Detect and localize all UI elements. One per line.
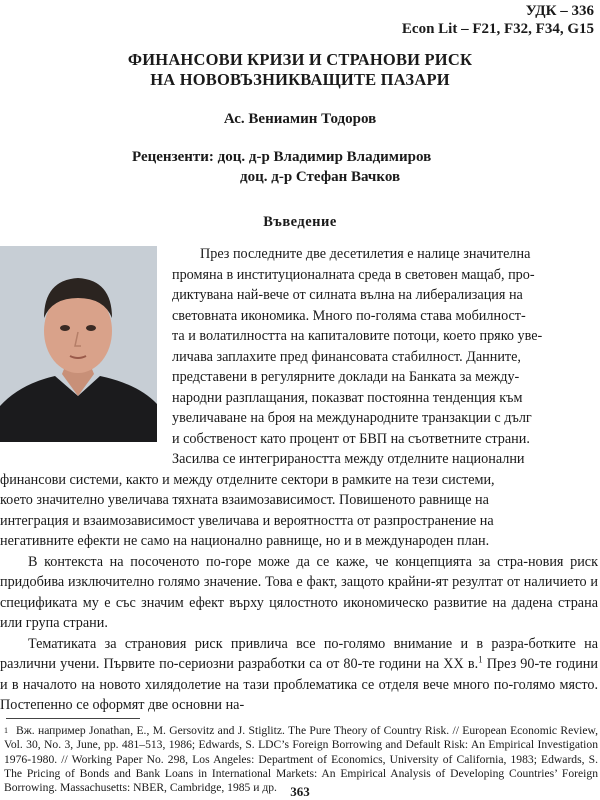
author-name: Ас. Вениамин Тодоров [223,111,377,127]
text-line: През последните две десетилетия е налице значителна [200,246,531,262]
text-line: финансови системи, както и между отделните сектори в рамките на тези системи, [0,471,495,488]
reviewers-line-2: доц. д-р Стефан Вачков [240,169,401,185]
text-line: и собственост като процент от БВП на съответните страни. [172,430,530,447]
text-line: негативните ефекти не само на национално равнище, но и в международен план. [0,533,490,549]
text-line: диктувана най-вече от силната вълна на либерализация на [172,287,523,303]
title-line-1: ФИНАНСОВИ КРИЗИ И СТРАНОВИ РИСК [127,50,473,69]
text-line: увеличаване на броя на международните транзакции с дълг [172,410,532,426]
classification-block [402,2,594,38]
article-title [0,50,600,90]
econlit-codes: Econ Lit – F21, F32, F34, G15 [401,21,594,37]
paragraph-3-text-a: Тематиката за страновия риск привлича все по-голямо внимание и в разра-ботките на различни учени. Първите по-сериозни разработки са от 80-те години на XX в. [0,635,598,672]
reviewers-block [132,147,431,187]
paragraph-1 [0,244,598,552]
article-body [0,244,598,716]
text-line: което значително увеличава тяхната взаимозависимост. Повишеното равнище на [0,492,489,508]
footnote-divider [6,718,140,719]
text-line: народни разплащания, показват постоянна тенденция към [172,389,523,406]
title-line-2: НА НОВОВЪЗНИКВАЩИТЕ ПАЗАРИ [150,70,450,89]
footnote-mark: 1 [4,726,8,735]
section-heading: Въведение [263,214,337,230]
text-line: Засилва се интегрираността между отделните национални [172,451,525,467]
footnote-ref: 1 [478,654,483,665]
text-line: личава заплахите пред финансовата стабилност. Данните, [172,348,521,365]
text-line: та и волатилността на капиталовите потоци, което пряко уве- [172,328,543,344]
text-line: световната икономика. Много по-голяма става мобилност- [172,307,526,324]
paragraph-3-text-b: През 90-те години и в началото на новото хилядолетие на тази проблематика се отделя вече много по-голямо място. Постепенно се оформят две основни на- [0,656,598,713]
text-line: промяна в институционалната среда в световен мащаб, про- [172,266,535,283]
paragraph-2: В контекста на посоченото по-горе може да се каже, че концепцията за стра-новия риск придобива изключително голямо значение. Това е факт, защото крайни-ят резултат от наличието и спецификата му е със значим ефект върху цялостното икономическо развитие на дадена страна или група страни. [0,553,598,631]
text-line: представени в регулярните доклади на Банката за между- [172,369,520,385]
paragraph-3 [0,634,598,716]
text-line: интеграция и взаимозависимост увеличава и вероятността от разпространение на [0,512,494,529]
footnote-text: Вж. например Jonathan, E., M. Gersovitz and J. Stiglitz. The Pure Theory of Country Risk. // European Economic Review, Vol. 30, No. 3, June, pp. 481–513, 1986; Edwards, S. LDC’s Foreign Borrowing and Default Risk: An Empirical Investigation 1976-1980. // Working Paper No. 298, Los Angeles: Department of Economics, University of California, 1983; Edwards, S. The Pricing of Bonds and Bank Loans in International Markets: An Empirical Analysis of Developing Countries’ Foreign Borrowing. Massachusetts: NBER, Cambridge, 1985 и др. [4,724,598,795]
page-number: 363 [290,784,310,799]
reviewers-line-1: Рецензенти: доц. д-р Владимир Владимиров [132,149,432,165]
udk-code: УДК – 336 [525,3,594,19]
